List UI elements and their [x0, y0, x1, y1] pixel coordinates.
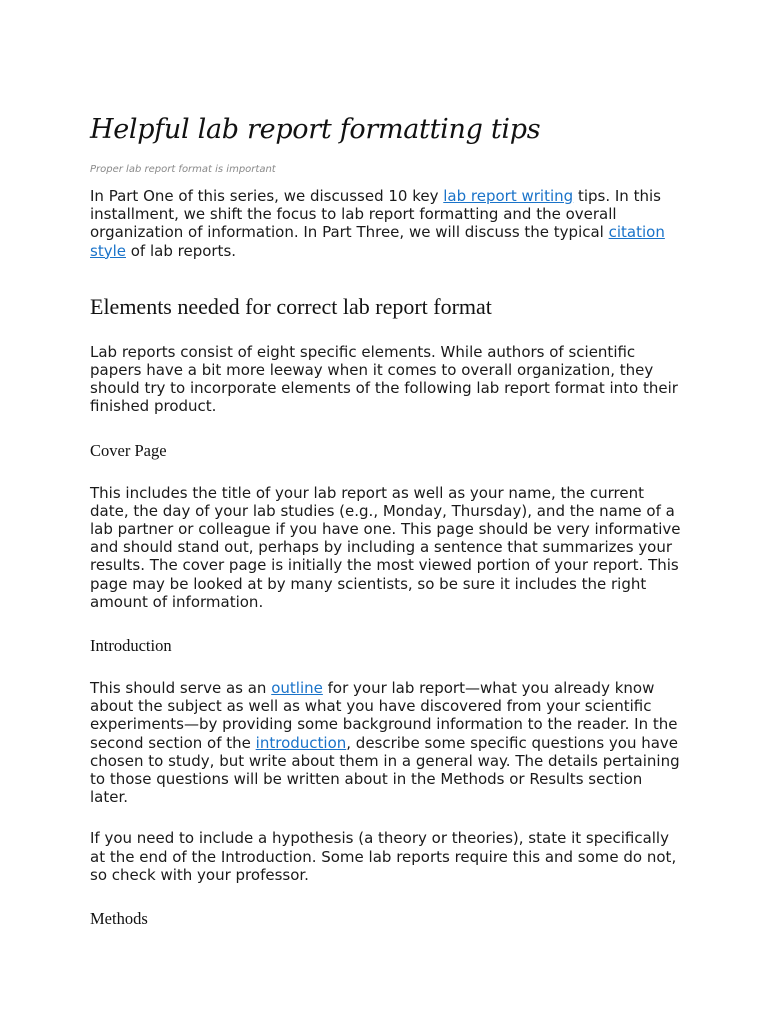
introduction-text-2: for your lab report—what you already know about the subject as well as what you have discovered from your scientific experiments—by providing some background information to the reader. In the second section of the	[90, 679, 678, 752]
citation-style-link[interactable]: citation style	[90, 223, 665, 260]
article	[90, 113, 682, 929]
image-caption: Proper lab report format is important	[90, 164, 276, 175]
section-paragraph: Lab reports consist of eight specific elements. While authors of scientific papers have a bit more leeway when it comes to overall organization, they should try to incorporate elements of the following lab report format into their finished product.	[90, 342, 678, 416]
outline-link[interactable]: outline	[271, 679, 323, 698]
introduction-heading: Introduction	[90, 636, 172, 656]
cover-page-heading: Cover Page	[90, 440, 167, 460]
introduction-paragraph-1	[90, 679, 682, 806]
introduction-text-3: , describe some specific questions you have chosen to study, but write about them in a general way. The details pertaining to those questions will be written about in the Methods or Results section later.	[90, 733, 680, 807]
cover-page-paragraph: This includes the title of your lab report as well as your name, the current date, the day of your lab studies (e.g., Monday, Thursday), and the name of a lab partner or colleague if you have one. This page should be very informative and should stand out, perhaps by including a sentence that summarizes your results. The cover page is initially the most viewed portion of your report. This page may be looked at by many scientists, so be sure it includes the right amount of information.	[90, 483, 681, 611]
introduction-paragraph-2: If you need to include a hypothesis (a theory or theories), state it specifically at the end of the Introduction. Some lab reports require this and some do not, so check with your professor.	[90, 829, 677, 884]
intro-text-2: tips. In this installment, we shift the focus to lab report formatting and the overall organization of information. In Part Three, we will discuss the typical	[90, 187, 661, 242]
introduction-link[interactable]: introduction	[255, 733, 347, 752]
intro-text-3: of lab reports.	[125, 241, 237, 260]
section-heading: Elements needed for correct lab report format	[90, 293, 492, 319]
lab-report-writing-link[interactable]: lab report writing	[443, 187, 574, 205]
methods-heading: Methods	[90, 909, 148, 929]
article-title: Helpful lab report formatting tips	[90, 114, 541, 145]
intro-text-1: In Part One of this series, we discussed 10 key	[90, 187, 444, 205]
introduction-text-1: This should serve as an	[90, 679, 272, 698]
intro-paragraph	[90, 187, 682, 260]
